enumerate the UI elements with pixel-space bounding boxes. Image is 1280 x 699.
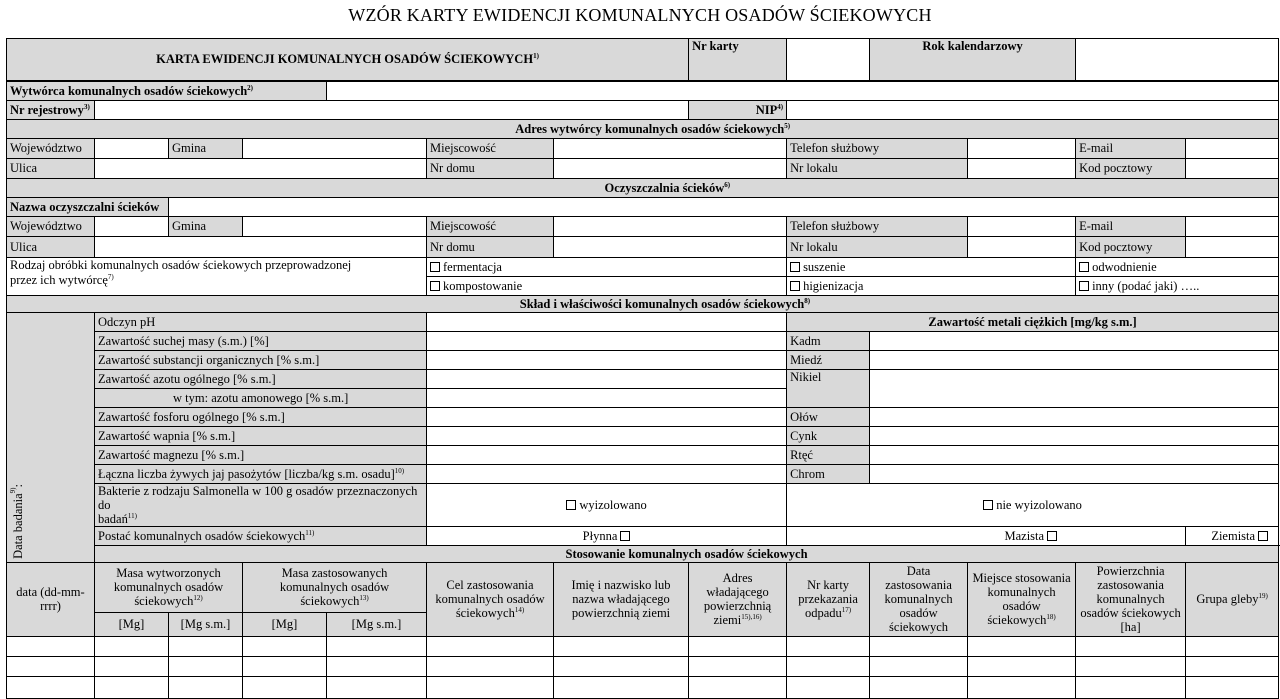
col-application-date: Data zastosowania komunalnych osadów ściekowych (870, 562, 968, 636)
nip-field[interactable] (787, 100, 1279, 119)
composition-title (7, 295, 1279, 312)
postal-code-field[interactable] (1186, 158, 1279, 178)
checkbox-icon[interactable] (430, 281, 440, 291)
metal-zinc: Cynk (787, 426, 870, 445)
treatment-label (7, 257, 427, 295)
card-number-label: Nr karty (689, 39, 787, 81)
plant-title-text: Oczyszczalnia ścieków (604, 180, 725, 195)
plant-street-label: Ulica (7, 236, 95, 257)
plant-title-row (7, 178, 1279, 197)
col-area: Powierzchnia zastosowania komunalnych osadów ściekowych [ha] (1076, 562, 1186, 636)
form-earthy-option[interactable] (1186, 526, 1279, 545)
col-soil-group (1186, 562, 1279, 636)
param-ph: Odczyn pH (95, 312, 427, 331)
metal-copper: Miedź (787, 350, 870, 369)
param-row-calcium (7, 426, 1279, 445)
flat-no-field[interactable] (968, 158, 1076, 178)
param-magnesium-value[interactable] (427, 445, 787, 464)
metal-zinc-value[interactable] (870, 426, 1279, 445)
plant-locality-field[interactable] (554, 216, 787, 236)
col-place (968, 562, 1076, 636)
col-card-number (787, 562, 870, 636)
plant-email-field[interactable] (1186, 216, 1279, 236)
email-label: E-mail (1076, 138, 1186, 158)
param-ammonium: w tym: azotu amonowego [% s.m.] (95, 388, 427, 407)
col-soil-group-text: Grupa gleby (1196, 592, 1259, 606)
plant-postal-code-field[interactable] (1186, 236, 1279, 257)
usage-title-row (7, 545, 1279, 562)
plant-address-row-2 (7, 236, 1279, 257)
footnote-ref: 11) (305, 528, 315, 537)
metal-lead-value[interactable] (870, 407, 1279, 426)
test-date-label-text: Data badania (11, 492, 25, 559)
col-mass-used-text: Masa zastosowanych komunalnych osadów ściekowych (279, 566, 390, 608)
test-date-cell[interactable] (7, 312, 95, 562)
plant-name-row (7, 197, 1279, 216)
year-label: Rok kalendarzowy (870, 39, 1076, 81)
unit-mg: [Mg] (243, 612, 327, 636)
producer-label-text: Wytwórca komunalnych osadów ściekowych (10, 83, 248, 98)
test-date-label: Data badania$^{9)}$: (8, 483, 25, 559)
plant-house-no-label: Nr domu (427, 236, 554, 257)
param-row-parasites (7, 464, 1279, 483)
checkbox-icon[interactable] (1079, 281, 1089, 291)
footnote-ref: 3) (83, 102, 90, 111)
option-drying[interactable] (787, 257, 1076, 276)
registry-label-text: Nr rejestrowy (10, 102, 84, 117)
checkbox-icon[interactable] (430, 262, 440, 272)
param-dry-mass: Zawartość suchej masy (s.m.) [%] (95, 331, 427, 350)
unit-mg-sm: [Mg s.m.] (169, 612, 243, 636)
col-owner-address (689, 562, 787, 636)
param-parasites-text: Łączna liczba żywych jaj pasożytów [liczba/kg s.m. osadu] (98, 466, 395, 481)
footnote-ref: 14) (514, 605, 525, 614)
param-ph-value[interactable] (427, 312, 787, 331)
option-hygienization[interactable] (787, 276, 1076, 295)
param-calcium: Zawartość wapnia [% s.m.] (95, 426, 427, 445)
footnote-ref: 11) (127, 511, 137, 520)
street-field[interactable] (95, 158, 427, 178)
plant-name-label: Nazwa oczyszczalni ścieków (7, 197, 169, 216)
param-phosphorus-value[interactable] (427, 407, 787, 426)
voivodeship-label: Województwo (7, 138, 95, 158)
address-row-1 (7, 138, 1279, 158)
unit-mg: [Mg] (95, 612, 169, 636)
page-title: WZÓR KARTY EWIDENCJI KOMUNALNYCH OSADÓW ŚCIEKOWYCH (348, 5, 932, 25)
producer-field[interactable] (327, 81, 1279, 101)
voivodeship-field[interactable] (95, 138, 169, 158)
footnote-ref: 1) (533, 52, 539, 61)
param-dry-mass-value[interactable] (427, 331, 787, 350)
footnote-ref: 9) (8, 487, 17, 493)
sludge-form-label-text: Postać komunalnych osadów ściekowych (98, 528, 306, 543)
option-label: fermentacja (443, 259, 502, 274)
param-phosphorus: Zawartość fosforu ogólnego [% s.m.] (95, 407, 427, 426)
registry-row (7, 100, 1279, 119)
form-liquid-option[interactable] (427, 526, 787, 545)
param-nitrogen: Zawartość azotu ogólnego [% s.m.] (95, 369, 427, 388)
checkbox-icon[interactable] (1258, 531, 1268, 541)
address-title (7, 119, 1279, 138)
commune-label: Gmina (169, 138, 243, 158)
metals-title: Zawartość metali ciężkich [mg/kg s.m.] (787, 312, 1279, 331)
col-card-number-text: Nr karty przekazania odpadu (798, 578, 858, 620)
col-purpose (427, 562, 554, 636)
footnote-ref: 12) (193, 593, 203, 602)
salmonella-row (7, 483, 1279, 526)
treatment-row-1 (7, 257, 1279, 276)
col-mass-used (243, 562, 427, 612)
footnote-ref: 10) (394, 466, 405, 475)
phone-label: Telefon służbowy (787, 138, 968, 158)
isolated-label: wyizolowano (579, 497, 647, 512)
param-row-dry-mass (7, 331, 1279, 350)
plant-email-label: E-mail (1076, 216, 1186, 236)
phone-field[interactable] (968, 138, 1076, 158)
card-header-row (7, 39, 1279, 81)
param-row-magnesium (7, 445, 1279, 464)
address-row-2 (7, 158, 1279, 178)
metal-cadmium: Kadm (787, 331, 870, 350)
footnote-ref: 8) (804, 296, 811, 305)
email-field[interactable] (1186, 138, 1279, 158)
producer-label (7, 81, 327, 101)
metal-nickel: Nikiel (787, 369, 870, 407)
address-title-row (7, 119, 1279, 138)
footnote-ref: 15),16) (741, 612, 762, 621)
producer-row (7, 81, 1279, 101)
not-isolated-label: nie wyizolowano (996, 497, 1082, 512)
house-no-field[interactable] (554, 158, 787, 178)
checkbox-icon[interactable] (790, 262, 800, 272)
plant-flat-no-field[interactable] (968, 236, 1076, 257)
registry-field[interactable] (95, 100, 689, 119)
year-field[interactable] (1076, 39, 1279, 81)
option-label: odwodnienie (1092, 259, 1157, 274)
street-label: Ulica (7, 158, 95, 178)
usage-header-row (7, 562, 1279, 612)
footnote-ref: 2) (247, 83, 254, 92)
usage-empty-row[interactable] (7, 676, 1279, 698)
col-mass-produced (95, 562, 243, 612)
salmonella-label-line1: Bakterie z rodzaju Salmonella w 100 g osadów przeznaczonych do (98, 483, 418, 512)
isolated-option[interactable] (427, 483, 787, 526)
col-purpose-text: Cel zastosowania komunalnych osadów ściekowych (435, 578, 545, 620)
option-label: higienizacja (803, 278, 864, 293)
address-title-text: Adres wytwórcy komunalnych osadów ściekowych (515, 121, 785, 136)
usage-title: Stosowanie komunalnych osadów ściekowych (95, 545, 1279, 562)
metal-mercury: Rtęć (787, 445, 870, 464)
col-place-text: Miejsce stosowania komunalnych osadów ściekowych (972, 571, 1071, 627)
salmonella-label-line2: badań (98, 511, 128, 526)
footnote-ref: 4) (777, 102, 784, 111)
param-row-organic (7, 350, 1279, 369)
param-row-nitrogen (7, 369, 1279, 388)
footnote-ref: 17) (841, 605, 852, 614)
not-isolated-option[interactable] (787, 483, 1279, 526)
metal-cadmium-value[interactable] (870, 331, 1279, 350)
plant-phone-field[interactable] (968, 216, 1076, 236)
plant-voivodeship-field[interactable] (95, 216, 169, 236)
card-title (7, 39, 689, 81)
plant-title (7, 178, 1279, 197)
checkbox-icon[interactable] (983, 500, 993, 510)
footnote-ref: 5) (784, 121, 791, 130)
option-label: suszenie (803, 259, 846, 274)
option-other[interactable] (1076, 276, 1279, 295)
salmonella-label (95, 483, 427, 526)
unit-mg-sm: [Mg s.m.] (327, 612, 427, 636)
checkbox-icon[interactable] (1079, 262, 1089, 272)
checkbox-icon[interactable] (790, 281, 800, 291)
col-owner-address-text: Adres władającego powierzchnią ziemi (703, 571, 772, 627)
plant-name-field[interactable] (169, 197, 1279, 216)
plant-commune-label: Gmina (169, 216, 243, 236)
checkbox-icon[interactable] (566, 500, 576, 510)
param-calcium-value[interactable] (427, 426, 787, 445)
option-label: inny (podać jaki) ….. (1092, 278, 1200, 293)
usage-empty-row[interactable] (7, 656, 1279, 676)
metal-nickel-value[interactable] (870, 369, 1279, 407)
param-row-phosphorus (7, 407, 1279, 426)
plant-street-field[interactable] (95, 236, 427, 257)
plant-address-row-1 (7, 216, 1279, 236)
composition-title-row (7, 295, 1279, 312)
nip-label (689, 100, 787, 119)
composition-title-text: Skład i właściwości komunalnych osadów ściekowych (519, 296, 805, 311)
evidence-card-form (6, 38, 1279, 699)
param-organic: Zawartość substancji organicznych [% s.m.] (95, 350, 427, 369)
plant-flat-no-label: Nr lokalu (787, 236, 968, 257)
option-label: kompostowanie (443, 278, 523, 293)
locality-field[interactable] (554, 138, 787, 158)
param-parasites-value[interactable] (427, 464, 787, 483)
col-owner: Imię i nazwisko lub nazwa władającego powierzchnią ziemi (554, 562, 689, 636)
param-nitrogen-value[interactable] (427, 369, 787, 388)
plant-commune-field[interactable] (243, 216, 427, 236)
plant-phone-label: Telefon służbowy (787, 216, 968, 236)
registry-label (7, 100, 95, 119)
plant-voivodeship-label: Województwo (7, 216, 95, 236)
param-row-ph (7, 312, 1279, 331)
plant-house-no-field[interactable] (554, 236, 787, 257)
option-composting[interactable] (427, 276, 787, 295)
footnote-ref: 7) (107, 272, 114, 281)
footnote-ref: 18) (1046, 612, 1056, 621)
nip-label-text: NIP (755, 102, 778, 117)
form-liquid-label: Płynna (582, 528, 618, 543)
commune-field[interactable] (243, 138, 427, 158)
postal-code-label: Kod pocztowy (1076, 158, 1186, 178)
house-no-label: Nr domu (427, 158, 554, 178)
option-dewatering[interactable] (1076, 257, 1279, 276)
usage-empty-row[interactable] (7, 636, 1279, 656)
col-mass-produced-text: Masa wytworzonych komunalnych osadów ściekowych (113, 566, 224, 608)
checkbox-icon[interactable] (620, 531, 630, 541)
option-fermentation[interactable] (427, 257, 787, 276)
treatment-label-line2: przez ich wytwórcę (10, 272, 108, 287)
locality-label: Miejscowość (427, 138, 554, 158)
form-pasty-option[interactable] (787, 526, 1186, 545)
plant-postal-code-label: Kod pocztowy (1076, 236, 1186, 257)
checkbox-icon[interactable] (1047, 531, 1057, 541)
metal-mercury-value[interactable] (870, 445, 1279, 464)
plant-locality-label: Miejscowość (427, 216, 554, 236)
footnote-ref: 19) (1258, 591, 1268, 600)
param-organic-value[interactable] (427, 350, 787, 369)
flat-no-label: Nr lokalu (787, 158, 968, 178)
col-date: data (dd-mm-rrrr) (7, 562, 95, 636)
form-earthy-label: Ziemista (1211, 528, 1256, 543)
param-ammonium-value[interactable] (427, 388, 787, 407)
treatment-label-line1: Rodzaj obróbki komunalnych osadów ściekowych przeprowadzonej (10, 257, 352, 272)
sludge-form-label (95, 526, 427, 545)
param-magnesium: Zawartość magnezu [% s.m.] (95, 445, 427, 464)
sludge-form-row (7, 526, 1279, 545)
metal-chromium-value[interactable] (870, 464, 1279, 483)
metal-chromium: Chrom (787, 464, 870, 483)
card-title-text: KARTA EWIDENCJI KOMUNALNYCH OSADÓW ŚCIEKOWYCH (156, 52, 534, 67)
card-number-field[interactable] (787, 39, 870, 81)
footnote-ref: 13) (359, 593, 369, 602)
metal-lead: Ołów (787, 407, 870, 426)
param-parasites (95, 464, 427, 483)
form-pasty-label: Mazista (1004, 528, 1045, 543)
metal-copper-value[interactable] (870, 350, 1279, 369)
footnote-ref: 6) (724, 180, 731, 189)
